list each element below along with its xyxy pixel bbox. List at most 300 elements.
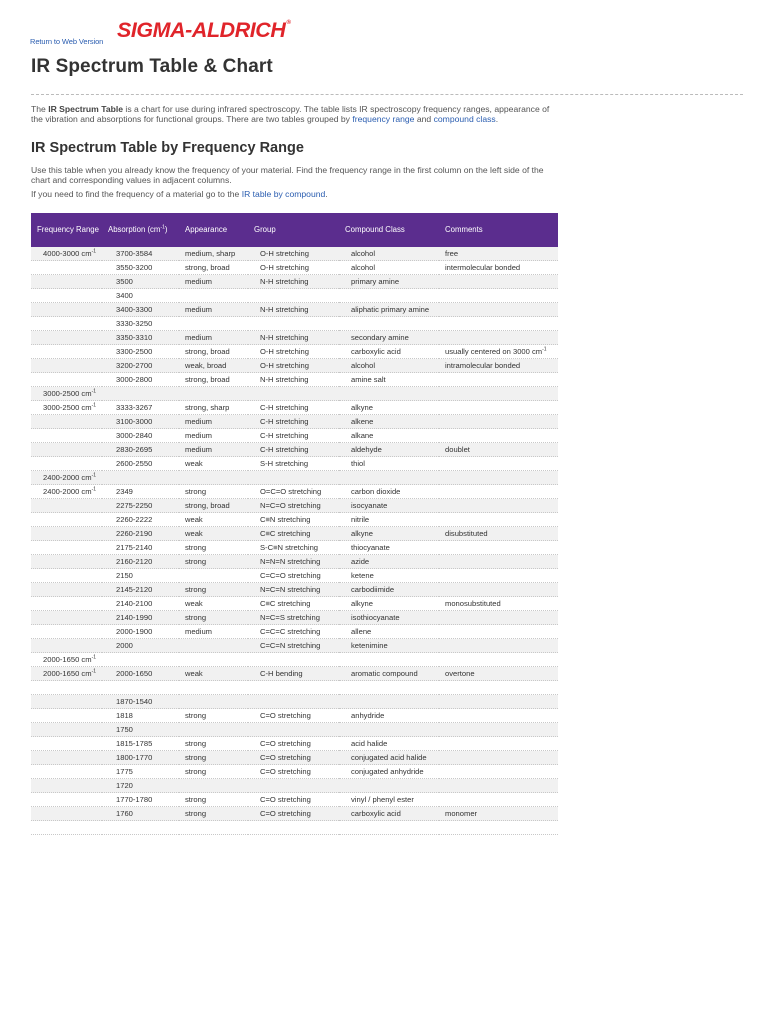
cell-appearance: weak, broad [179,359,248,373]
cell-frequency-range: 2000-1650 $cm^{-1}$ [31,667,102,681]
cell-comments [439,709,558,723]
cell-frequency-range: 2400-2000 $cm^{-1}$ [31,485,102,499]
logo-text: SIGMA-ALDRICH [117,19,286,42]
cell-group: N=C=N stretching [248,583,339,597]
section-title: IR Spectrum Table by Frequency Range [31,140,304,156]
cell-absorption: 2175-2140 [102,541,179,555]
cell-frequency-range [31,611,102,625]
cell-absorption: 1720 [102,779,179,793]
cell-frequency-range [31,779,102,793]
cell-group: C-H stretching [248,443,339,457]
cell-compound-class: anhydride [339,709,439,723]
table-row [31,331,558,345]
table-row [31,751,558,765]
cell-compound-class: alkyne [339,401,439,415]
cell-appearance [179,681,248,695]
cell-absorption: 2140-2100 [102,597,179,611]
cell-compound-class: alkene [339,415,439,429]
cell-compound-class: ketenimine [339,639,439,653]
cell-compound-class: thiol [339,457,439,471]
table-row [31,793,558,807]
cell-group: C=C=C stretching [248,625,339,639]
divider [31,94,743,95]
cell-group [248,723,339,737]
table-row [31,667,558,681]
cell-absorption: 2150 [102,569,179,583]
table-row [31,639,558,653]
cell-comments: disubstituted [439,527,558,541]
cell-appearance [179,653,248,667]
table-row [31,695,558,709]
cell-comments [439,415,558,429]
cell-frequency-range [31,681,102,695]
cell-absorption: 2140-1990 [102,611,179,625]
cell-frequency-range [31,639,102,653]
table-row [31,317,558,331]
cell-comments: intramolecular bonded [439,359,558,373]
cell-compound-class: acid halide [339,737,439,751]
cell-absorption [102,681,179,695]
cell-absorption [102,821,179,835]
cell-frequency-range [31,723,102,737]
table-row [31,457,558,471]
table-row [31,821,558,835]
cell-group [248,821,339,835]
cell-absorption: 3000-2840 [102,429,179,443]
cell-comments [439,387,558,401]
cell-frequency-range: 2400-2000 $cm^{-1}$ [31,471,102,485]
cell-comments [439,625,558,639]
cell-comments [439,765,558,779]
cell-absorption [102,471,179,485]
cell-group: O-H stretching [248,247,339,261]
cell-group [248,779,339,793]
table-row [31,289,558,303]
cell-group: C≡C stretching [248,597,339,611]
cell-absorption: 3330-3250 [102,317,179,331]
return-to-web-version-link[interactable]: Return to Web Version [30,37,104,46]
cell-frequency-range [31,695,102,709]
cell-compound-class [339,821,439,835]
cell-frequency-range [31,555,102,569]
cell-compound-class [339,471,439,485]
cell-group: N-H stretching [248,331,339,345]
cell-group: N-H stretching [248,275,339,289]
cell-frequency-range: 3000-2500 $cm^{-1}$ [31,387,102,401]
cell-group: N=C=O stretching [248,499,339,513]
cell-frequency-range [31,443,102,457]
cell-compound-class [339,289,439,303]
table-row [31,373,558,387]
cell-compound-class: isocyanate [339,499,439,513]
cell-absorption: 1770-1780 [102,793,179,807]
table-row [31,387,558,401]
cell-compound-class: allene [339,625,439,639]
table-row [31,807,558,821]
cell-absorption: 3400 [102,289,179,303]
cell-absorption: 1775 [102,765,179,779]
cell-frequency-range [31,359,102,373]
cell-frequency-range [31,457,102,471]
cell-comments [439,485,558,499]
cell-comments [439,471,558,485]
header-frequency-range: Frequency Range [31,213,102,247]
cell-absorption: 1760 [102,807,179,821]
cell-comments [439,541,558,555]
cell-compound-class: nitrile [339,513,439,527]
cell-appearance [179,317,248,331]
cell-compound-class [339,723,439,737]
cell-comments [439,373,558,387]
cell-frequency-range [31,317,102,331]
cell-appearance: strong, broad [179,373,248,387]
cell-frequency-range: 2000-1650 $cm^{-1}$ [31,653,102,667]
compound-hint-paragraph: If you need to find the frequency of a material go to the IR table by compound. [31,189,328,199]
cell-comments: monomer [439,807,558,821]
cell-comments [439,513,558,527]
cell-compound-class: thiocyanate [339,541,439,555]
cell-comments [439,583,558,597]
cell-appearance: strong, broad [179,345,248,359]
cell-frequency-range [31,625,102,639]
table-body [31,247,558,835]
cell-absorption: 3000-2800 [102,373,179,387]
cell-group: N-H stretching [248,373,339,387]
cell-appearance: weak [179,597,248,611]
cell-comments [439,429,558,443]
cell-appearance: strong [179,807,248,821]
intro-bold-term: IR Spectrum Table [48,104,124,114]
table-row [31,597,558,611]
cell-appearance: strong [179,793,248,807]
cell-appearance: strong [179,751,248,765]
cell-appearance: medium [179,443,248,457]
cell-comments [439,499,558,513]
cell-absorption: 3400-3300 [102,303,179,317]
cell-frequency-range [31,751,102,765]
cell-frequency-range [31,373,102,387]
table-row [31,247,558,261]
cell-appearance: strong [179,541,248,555]
table-row [31,499,558,513]
cell-appearance: strong [179,611,248,625]
cell-appearance: strong [179,583,248,597]
cell-compound-class: conjugated anhydride [339,765,439,779]
cell-comments: free [439,247,558,261]
table-row [31,261,558,275]
cell-absorption: 2260-2190 [102,527,179,541]
cell-compound-class: carbodiimide [339,583,439,597]
cell-absorption: 3550-3200 [102,261,179,275]
table-row [31,625,558,639]
cell-absorption: 2600-2550 [102,457,179,471]
table-row [31,471,558,485]
table-row [31,611,558,625]
cell-frequency-range [31,583,102,597]
cell-comments [439,275,558,289]
cell-compound-class: aliphatic primary amine [339,303,439,317]
cell-absorption: 3200-2700 [102,359,179,373]
cell-comments [439,821,558,835]
cell-absorption: 2349 [102,485,179,499]
table-row [31,765,558,779]
header-compound-class: Compound Class [339,213,439,247]
usage-paragraph: Use this table when you already know the frequency of your material. Find the frequency range in the first column on the left side of the chart and corresponding values in adjacent columns. [31,165,544,186]
cell-frequency-range: 3000-2500 $cm^{-1}$ [31,401,102,415]
cell-group: C=O stretching [248,709,339,723]
cell-compound-class: carboxylic acid [339,807,439,821]
cell-absorption: 2000-1900 [102,625,179,639]
ir-table-by-compound-link[interactable]: IR table by compound [241,189,326,199]
cell-frequency-range [31,275,102,289]
cell-compound-class: secondary amine [339,331,439,345]
table-row [31,513,558,527]
header-absorption: Absorption $(cm^{-1})$ [102,213,179,247]
cell-compound-class: alcohol [339,261,439,275]
cell-group [248,387,339,401]
cell-compound-class: amine salt [339,373,439,387]
cell-compound-class: conjugated acid halide [339,751,439,765]
cell-absorption: 1815-1785 [102,737,179,751]
registered-mark: ® [286,20,291,26]
cell-group: C-H stretching [248,429,339,443]
cell-absorption: 3500 [102,275,179,289]
table-row [31,485,558,499]
cell-absorption: 1800-1770 [102,751,179,765]
cell-appearance: strong, broad [179,261,248,275]
table-row [31,555,558,569]
cell-frequency-range [31,527,102,541]
cell-group: C=O stretching [248,793,339,807]
table-row [31,429,558,443]
cell-comments [439,723,558,737]
cell-appearance: weak [179,667,248,681]
cell-absorption: 2145-2120 [102,583,179,597]
cell-comments: doublet [439,443,558,457]
table-row [31,401,558,415]
cell-compound-class [339,779,439,793]
cell-absorption: 2000 [102,639,179,653]
cell-group: C≡C stretching [248,527,339,541]
table-row [31,583,558,597]
cell-frequency-range [31,541,102,555]
cell-comments [439,751,558,765]
cell-group: O-H stretching [248,261,339,275]
cell-compound-class [339,653,439,667]
table-row [31,303,558,317]
cell-absorption: 2275-2250 [102,499,179,513]
cell-comments [439,681,558,695]
header-comments: Comments [439,213,558,247]
cell-absorption [102,653,179,667]
sigma-aldrich-logo[interactable] [117,20,291,41]
cell-comments [439,569,558,583]
table-header-row [31,213,558,247]
cell-absorption [102,387,179,401]
cell-group: C≡N stretching [248,513,339,527]
header-group: Group [248,213,339,247]
ir-frequency-table [31,213,558,835]
cell-appearance [179,723,248,737]
cell-appearance: strong [179,765,248,779]
cell-frequency-range: 4000-3000 $cm^{-1}$ [31,247,102,261]
cell-frequency-range [31,331,102,345]
cell-compound-class: carboxylic acid [339,345,439,359]
cell-appearance: strong, broad [179,499,248,513]
cell-comments [439,317,558,331]
cell-appearance: strong [179,485,248,499]
cell-group [248,695,339,709]
page-title: IR Spectrum Table & Chart [31,56,273,77]
table-row [31,653,558,667]
cell-frequency-range [31,499,102,513]
cell-compound-class: vinyl / phenyl ester [339,793,439,807]
cell-group [248,471,339,485]
cell-compound-class: aldehyde [339,443,439,457]
cell-group: N=C=S stretching [248,611,339,625]
cell-group: C=O stretching [248,737,339,751]
cell-group: C=O stretching [248,807,339,821]
cell-comments [439,611,558,625]
cell-comments [439,779,558,793]
cell-compound-class: primary amine [339,275,439,289]
cell-absorption: 2830-2695 [102,443,179,457]
cell-appearance: medium [179,625,248,639]
cell-compound-class: alcohol [339,359,439,373]
table-row [31,359,558,373]
cell-compound-class [339,317,439,331]
cell-comments [439,289,558,303]
cell-appearance [179,289,248,303]
cell-appearance [179,639,248,653]
cell-group: O-H stretching [248,345,339,359]
cell-comments [439,695,558,709]
cell-comments [439,457,558,471]
cell-appearance: weak [179,457,248,471]
cell-group: S-C≡N stretching [248,541,339,555]
cell-frequency-range [31,793,102,807]
cell-appearance [179,387,248,401]
table-row [31,723,558,737]
cell-comments [439,555,558,569]
cell-comments: usually centered on 3000 $cm^{-1}$ [439,345,558,359]
cell-comments: intermolecular bonded [439,261,558,275]
cell-comments [439,737,558,751]
cell-frequency-range [31,821,102,835]
cell-appearance [179,471,248,485]
table-row [31,681,558,695]
cell-compound-class: alcohol [339,247,439,261]
cell-frequency-range [31,289,102,303]
cell-group: C-H stretching [248,415,339,429]
cell-group: N=N=N stretching [248,555,339,569]
cell-frequency-range [31,345,102,359]
cell-comments [439,303,558,317]
header-appearance: Appearance [179,213,248,247]
cell-absorption: 1818 [102,709,179,723]
cell-compound-class: alkyne [339,527,439,541]
cell-frequency-range [31,303,102,317]
cell-appearance: medium [179,415,248,429]
cell-group: C=C=N stretching [248,639,339,653]
cell-frequency-range [31,429,102,443]
table-row [31,779,558,793]
cell-frequency-range [31,415,102,429]
cell-appearance [179,779,248,793]
table-row [31,527,558,541]
cell-frequency-range [31,709,102,723]
cell-absorption: 1870-1540 [102,695,179,709]
compound-class-link[interactable]: compound class [433,114,496,125]
intro-paragraph: The IR Spectrum Table is a chart for use during infrared spectroscopy. The table lists IR spectroscopy frequency ranges, appearance of the vibration and absorptions for functional groups. There are two tables grouped by frequency range and compound class. [31,104,550,125]
cell-comments: monosubstituted [439,597,558,611]
cell-absorption: 2160-2120 [102,555,179,569]
frequency-range-link[interactable]: frequency range [352,114,415,125]
cell-group: S-H stretching [248,457,339,471]
cell-frequency-range [31,513,102,527]
cell-appearance: strong [179,737,248,751]
cell-compound-class: alkyne [339,597,439,611]
table-row [31,415,558,429]
cell-appearance: weak [179,527,248,541]
cell-absorption: 1750 [102,723,179,737]
cell-frequency-range [31,737,102,751]
cell-group: C=C=O stretching [248,569,339,583]
cell-absorption: 3300-2500 [102,345,179,359]
cell-absorption: 2000-1650 [102,667,179,681]
cell-group: C-H bending [248,667,339,681]
cell-compound-class: alkane [339,429,439,443]
cell-compound-class: aromatic compound [339,667,439,681]
cell-frequency-range [31,597,102,611]
cell-frequency-range [31,765,102,779]
table-row [31,709,558,723]
cell-compound-class: azide [339,555,439,569]
table-row [31,275,558,289]
cell-group: O=C=O stretching [248,485,339,499]
table-row [31,541,558,555]
cell-compound-class: isothiocyanate [339,611,439,625]
cell-group [248,653,339,667]
cell-group: C-H stretching [248,401,339,415]
cell-group [248,681,339,695]
cell-absorption: 3100-3000 [102,415,179,429]
cell-appearance: medium [179,303,248,317]
cell-appearance [179,821,248,835]
cell-group [248,289,339,303]
top-bar [0,0,768,46]
cell-absorption: 3700-3584 [102,247,179,261]
table-row [31,345,558,359]
cell-comments [439,653,558,667]
cell-group: C=O stretching [248,765,339,779]
cell-group: O-H stretching [248,359,339,373]
cell-compound-class [339,681,439,695]
cell-compound-class [339,695,439,709]
cell-absorption: 3350-3310 [102,331,179,345]
table-row [31,737,558,751]
cell-comments: overtone [439,667,558,681]
cell-compound-class: ketene [339,569,439,583]
cell-appearance [179,569,248,583]
cell-group [248,317,339,331]
cell-frequency-range [31,261,102,275]
cell-frequency-range [31,569,102,583]
cell-absorption: 2260-2222 [102,513,179,527]
cell-comments [439,793,558,807]
cell-absorption: 3333-3267 [102,401,179,415]
cell-compound-class [339,387,439,401]
